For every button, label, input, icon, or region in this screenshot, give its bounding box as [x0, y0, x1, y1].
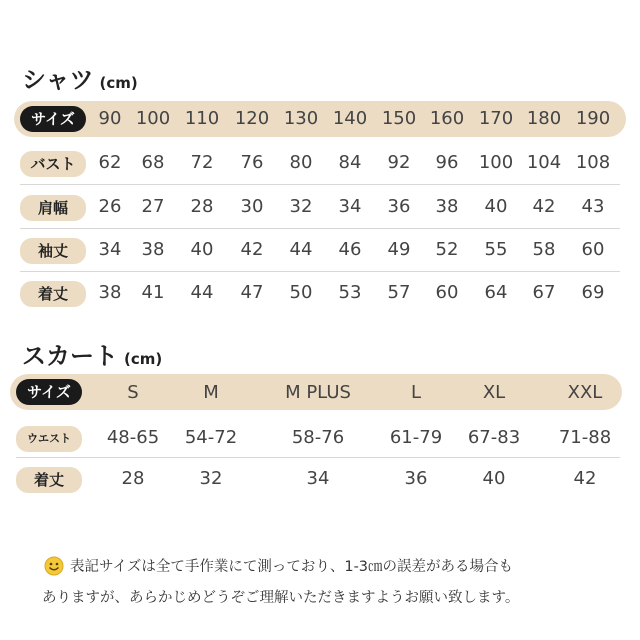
shirt-size-header: 110	[184, 108, 220, 129]
shirt-table-cell: 32	[289, 196, 313, 217]
shirt-table-cell: 52	[435, 239, 459, 260]
shirt-table-cell: 72	[190, 152, 214, 173]
shirt-table-cell: 41	[141, 282, 165, 303]
skirt-table-cell: 48-65	[106, 427, 160, 448]
shirt-table-cell: 47	[240, 282, 264, 303]
shirt-title-text: シャツ	[22, 66, 94, 94]
skirt-size-header: M PLUS	[285, 382, 351, 403]
shirt-size-header: 150	[381, 108, 417, 129]
shirt-table-cell: 50	[289, 282, 313, 303]
shirt-table-cell: 38	[141, 239, 165, 260]
shirt-table-cell: 92	[387, 152, 411, 173]
shirt-table-cell: 108	[575, 152, 611, 173]
skirt-table-cell: 42	[573, 468, 597, 489]
skirt-header-label: サイズ	[16, 379, 82, 405]
skirt-table-cell: 61-79	[389, 427, 443, 448]
skirt-table-cell: 58-76	[291, 427, 345, 448]
shirt-size-header: 120	[234, 108, 270, 129]
shirt-table-cell: 43	[581, 196, 605, 217]
shirt-header-label: サイズ	[20, 106, 86, 132]
shirt-table-cell: 96	[435, 152, 459, 173]
shirt-table-cell: 84	[338, 152, 362, 173]
shirt-row-label: バスト	[20, 151, 86, 177]
skirt-table-cell: 40	[482, 468, 506, 489]
shirt-row-label: 肩幅	[20, 195, 86, 221]
shirt-size-header: 180	[526, 108, 562, 129]
shirt-size-header: 130	[283, 108, 319, 129]
shirt-table-cell: 40	[190, 239, 214, 260]
shirt-table-cell: 40	[484, 196, 508, 217]
shirt-table-cell: 26	[98, 196, 122, 217]
row-divider	[16, 457, 620, 458]
skirt-table-cell: 54-72	[184, 427, 238, 448]
shirt-table-cell: 46	[338, 239, 362, 260]
shirt-table-cell: 44	[190, 282, 214, 303]
shirt-table-cell: 60	[435, 282, 459, 303]
shirt-table-cell: 57	[387, 282, 411, 303]
shirt-table-cell: 42	[532, 196, 556, 217]
shirt-table-cell: 30	[240, 196, 264, 217]
shirt-table-cell: 76	[240, 152, 264, 173]
shirt-size-header: 160	[429, 108, 465, 129]
size-note	[42, 552, 520, 614]
row-divider	[20, 184, 620, 185]
shirt-table-cell: 38	[98, 282, 122, 303]
skirt-table-cell: 32	[199, 468, 223, 489]
shirt-table-cell: 58	[532, 239, 556, 260]
skirt-unit: (cm)	[124, 350, 163, 368]
skirt-size-header: M	[203, 382, 219, 403]
shirt-table-cell: 53	[338, 282, 362, 303]
shirt-table-cell: 44	[289, 239, 313, 260]
shirt-table-cell: 62	[98, 152, 122, 173]
shirt-size-header: 90	[98, 108, 122, 129]
shirt-table-cell: 67	[532, 282, 556, 303]
shirt-section-title	[22, 60, 138, 95]
shirt-table-cell: 68	[141, 152, 165, 173]
skirt-section-title	[22, 336, 162, 371]
skirt-table-cell: 36	[404, 468, 428, 489]
shirt-table-cell: 69	[581, 282, 605, 303]
skirt-title-text: スカート	[22, 342, 118, 370]
shirt-table-cell: 55	[484, 239, 508, 260]
skirt-size-header: S	[127, 382, 139, 403]
shirt-table-cell: 36	[387, 196, 411, 217]
shirt-table-cell: 42	[240, 239, 264, 260]
shirt-table-cell: 104	[526, 152, 562, 173]
shirt-size-header: 100	[135, 108, 171, 129]
skirt-table-cell: 67-83	[467, 427, 521, 448]
row-divider	[20, 228, 620, 229]
skirt-size-header: L	[410, 382, 422, 403]
skirt-size-header: XL	[482, 382, 506, 403]
shirt-table-cell: 49	[387, 239, 411, 260]
note-line-1: 表記サイズは全て手作業にて測っており、1-3㎝の誤差がある場合も	[70, 559, 514, 575]
shirt-table-cell: 34	[98, 239, 122, 260]
note-line-2: ありますが、あらかじめどうぞご理解いただきますようお願い致します。	[42, 590, 520, 606]
skirt-table-cell: 71-88	[558, 427, 612, 448]
shirt-size-header: 170	[478, 108, 514, 129]
row-divider	[20, 271, 620, 272]
shirt-table-cell: 38	[435, 196, 459, 217]
shirt-unit: (cm)	[99, 74, 138, 92]
shirt-table-cell: 28	[190, 196, 214, 217]
shirt-table-cell: 34	[338, 196, 362, 217]
shirt-row-label: 着丈	[20, 281, 86, 307]
shirt-table-cell: 100	[478, 152, 514, 173]
skirt-table-cell: 28	[121, 468, 145, 489]
skirt-row-label: ウエスト	[16, 426, 82, 452]
shirt-table-cell: 60	[581, 239, 605, 260]
shirt-table-cell: 27	[141, 196, 165, 217]
shirt-row-label: 袖丈	[20, 238, 86, 264]
shirt-size-header: 190	[575, 108, 611, 129]
shirt-size-header: 140	[332, 108, 368, 129]
shirt-table-cell: 64	[484, 282, 508, 303]
skirt-row-label: 着丈	[16, 467, 82, 493]
skirt-table-cell: 34	[306, 468, 330, 489]
skirt-size-header: XXL	[567, 382, 603, 403]
shirt-table-cell: 80	[289, 152, 313, 173]
